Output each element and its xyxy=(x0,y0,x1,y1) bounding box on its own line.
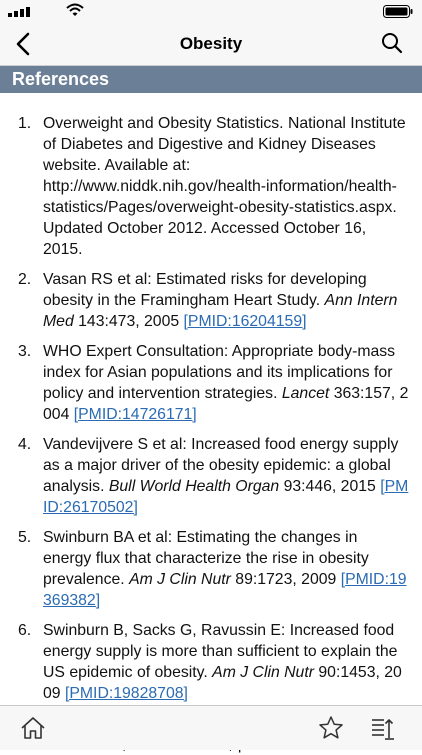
journal-name: Bull World Health Organ xyxy=(108,478,280,495)
journal-name: Am J Clin Nutr xyxy=(129,571,231,588)
reference-item xyxy=(18,113,410,260)
journal-name: Ann Intern Med xyxy=(43,292,398,330)
citation: 363:157, 2004 xyxy=(43,385,409,423)
contents-button[interactable] xyxy=(370,715,396,741)
cellular-signal-icon xyxy=(8,5,40,17)
status-bar xyxy=(0,0,422,22)
reference-item xyxy=(18,620,410,704)
pmid-link[interactable]: [PMID:16204159] xyxy=(183,313,307,330)
reference-item xyxy=(18,341,410,425)
home-button[interactable] xyxy=(20,715,46,741)
reference-text: Swinburn BA et al: Estimating the changes in energy flux that characterize the rise in obesity prevalence. xyxy=(43,529,369,588)
battery-icon xyxy=(383,5,413,18)
reference-item xyxy=(18,434,410,518)
reference-text: Vasan RS et al: Estimated risks for developing obesity in the Framingham Heart Study. xyxy=(43,271,367,309)
reference-text: Swinburn B, Sacks G, Ravussin E: Increased food energy supply is more than sufficient to explain the US epidemic of obesity. xyxy=(43,622,398,681)
section-title: References xyxy=(12,69,110,89)
navigation-bar xyxy=(0,22,422,66)
pmid-link[interactable]: [PMID:19369382] xyxy=(43,571,407,609)
favorite-button[interactable] xyxy=(318,715,344,741)
citation: 89:1723, 2009 xyxy=(235,571,337,588)
reference-number: 1. xyxy=(18,115,32,132)
citation: 143:473, 2005 xyxy=(78,313,180,330)
journal-name: Lancet xyxy=(281,385,330,402)
journal-name: Am J Clin Nutr xyxy=(212,664,314,681)
reference-item xyxy=(18,269,410,332)
home-icon xyxy=(20,715,46,741)
pmid-link[interactable]: [PMID:14726171] xyxy=(73,406,197,423)
section-header xyxy=(0,66,422,93)
references-list-container[interactable] xyxy=(0,93,422,705)
search-icon xyxy=(378,30,406,58)
reference-number: 5. xyxy=(18,529,32,546)
reference-text: WHO Expert Consultation: Appropriate body-mass index for Asian populations and its implications for policy and intervention strategies. xyxy=(43,343,396,402)
reference-text: Overweight and Obesity Statistics. National Institute of Diabetes and Digestive and Kidney Diseases website. Available at: http://www.niddk.nih.gov/health-information/health-statistics/Pages/overweight-obesity-statistics.aspx. Updated October 2012. Accessed October 16, 2015. xyxy=(43,115,406,258)
reference-number: 2. xyxy=(18,271,32,288)
pmid-link[interactable]: [PMID:19828708] xyxy=(64,685,188,702)
references-list xyxy=(0,93,422,755)
pmid-link[interactable]: [PMID:26170502] xyxy=(43,478,409,516)
citation: 93:446, 2015 xyxy=(283,478,376,495)
reference-text: Vandevijvere S et al: Increased food energy supply as a major driver of the obesity epidemic: a global analysis. xyxy=(43,436,399,495)
page-title: Obesity xyxy=(179,34,243,53)
reference-number: 3. xyxy=(18,343,32,360)
wifi-icon xyxy=(66,3,84,17)
reference-number: 6. xyxy=(18,622,32,639)
reference-item xyxy=(18,527,410,611)
search-button[interactable] xyxy=(378,30,406,58)
star-icon xyxy=(318,715,344,741)
citation: 90:1453, 2009 xyxy=(43,664,402,702)
bottom-toolbar xyxy=(0,705,422,750)
reference-number: 4. xyxy=(18,436,32,453)
table-of-contents-icon xyxy=(370,715,396,741)
